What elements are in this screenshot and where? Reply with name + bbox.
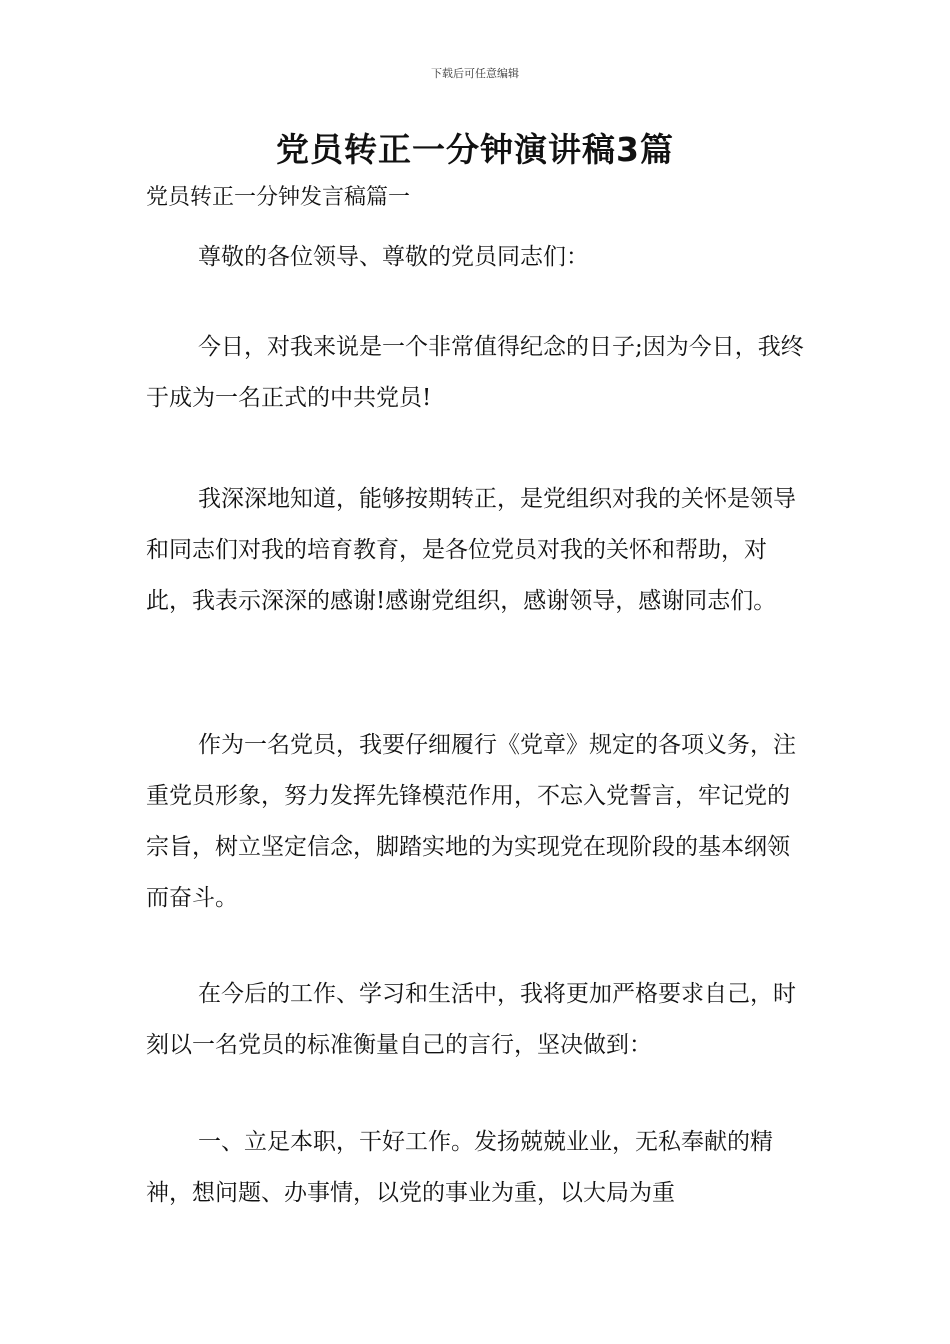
section-subtitle: 党员转正一分钟发言稿篇一 bbox=[146, 185, 411, 210]
paragraph-3: 我深深地知道，能够按期转正，是党组织对我的关怀是领导和同志们对我的培育教育，是各位党员对我的关怀和帮助，对此，我表示深深的感谢!感谢党组织，感谢领导，感谢同志们。 bbox=[146, 486, 796, 614]
paragraph-6: 一、立足本职，干好工作。发扬兢兢业业，无私奉献的精神，想问题、办事情，以党的事业为重，以大局为重 bbox=[146, 1129, 773, 1206]
header-note: 下载后可任意编辑 bbox=[431, 67, 519, 80]
paragraph-4: 作为一名党员，我要仔细履行《党章》规定的各项义务，注重党员形象，努力发挥先锋模范作用，不忘入党誓言，牢记党的宗旨，树立坚定信念，脚踏实地的为实现党在现阶段的基本纲领而奋斗。 bbox=[146, 732, 796, 911]
paragraph-2: 今日，对我来说是一个非常值得纪念的日子;因为今日，我终于成为一名正式的中共党员! bbox=[146, 334, 804, 411]
paragraph-salutation: 尊敬的各位领导、尊敬的党员同志们： bbox=[198, 244, 589, 270]
document-title: 党员转正一分钟演讲稿3篇 bbox=[276, 130, 674, 169]
paragraph-5: 在今后的工作、学习和生活中，我将更加严格要求自己，时刻以一名党员的标准衡量自己的言行，坚决做到： bbox=[146, 981, 796, 1058]
